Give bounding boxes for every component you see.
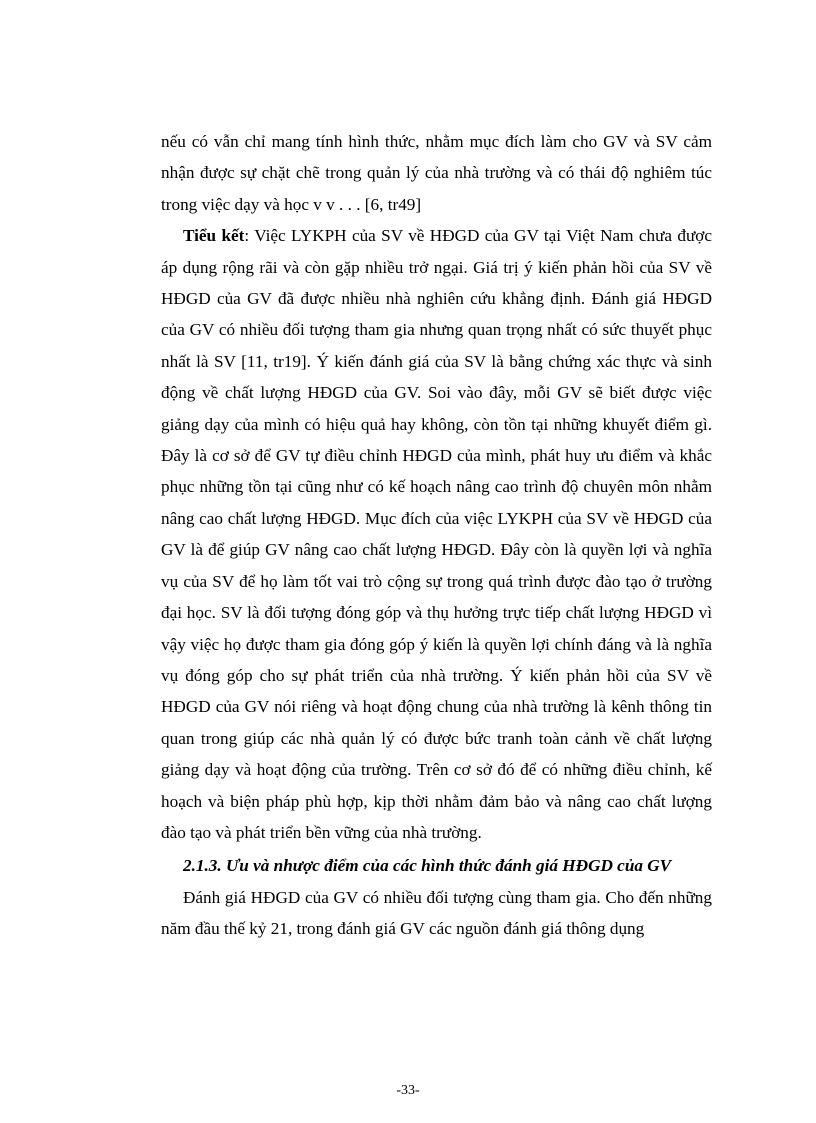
section-heading: 2.1.3. Ưu và nhược điểm của các hình thức đánh giá HĐGD của GV xyxy=(183,856,672,876)
paragraph-continuation: nếu có vẫn chỉ mang tính hình thức, nhằm mục đích làm cho GV và SV cảm nhận được sự chặt chẽ trong quản lý của nhà trường và có thái độ nghiêm túc trong việc dạy và học v v . . . [6, tr49] xyxy=(161,132,712,214)
section-paragraph: Đánh giá HĐGD của GV có nhiều đối tượng cùng tham gia. Cho đến những năm đầu thế kỷ 21, trong đánh giá GV các nguồn đánh giá thông dụng xyxy=(161,887,712,939)
summary-label: Tiểu kết xyxy=(183,226,245,246)
page-body xyxy=(161,126,712,945)
summary-paragraph xyxy=(161,220,712,848)
page-number: -33- xyxy=(396,1083,420,1098)
summary-text: : Việc LYKPH của SV về HĐGD của GV tại Việt Nam chưa được áp dụng rộng rãi và còn gặp nhiều trở ngại. Giá trị ý kiến phản hồi của SV về HĐGD của GV đã được nhiều nhà nghiên cứu khẳng định. Đánh giá HĐGD của GV có nhiều đối tượng tham gia nhưng quan trọng nhất có sức thuyết phục nhất là SV [11, tr19]. Ý kiến đánh giá của SV là bằng chứng xác thực và sinh động về chất lượng HĐGD của GV. Soi vào đây, mỗi GV sẽ biết được việc giảng dạy của mình có hiệu quả hay không, còn tồn tại những khuyết điểm gì. Đây là cơ sở để GV tự điều chỉnh HĐGD của mình, phát huy ưu điểm và khắc phục những tồn tại cũng như có kế hoạch nâng cao trình độ chuyên môn nhằm nâng cao chất lượng HĐGD. Mục đích của việc LYKPH của SV về HĐGD của GV là để giúp GV nâng cao chất lượng HĐGD. Đây còn là quyền lợi và nghĩa vụ của SV để họ làm tốt vai trò cộng sự trong quá trình được đào tạo ở trường đại học. SV là đối tượng đóng góp và thụ hưởng trực tiếp chất lượng HĐGD vì vậy việc họ được tham gia đóng góp ý kiến là quyền lợi chính đáng và là nghĩa vụ đóng góp cho sự phát triển của nhà trường. Ý kiến phản hồi của SV về HĐGD của GV nói riêng và hoạt động chung của nhà trường là kênh thông tin quan trong giúp các nhà quản lý có được bức tranh toàn cảnh về chất lượng giảng dạy và hoạt động của trường. Trên cơ sở đó để có những điều chỉnh, kế hoạch và biện pháp phù hợp, kịp thời nhằm đảm bảo và nâng cao chất lượng đào tạo và phát triển bền vững của nhà trường. xyxy=(161,226,713,842)
